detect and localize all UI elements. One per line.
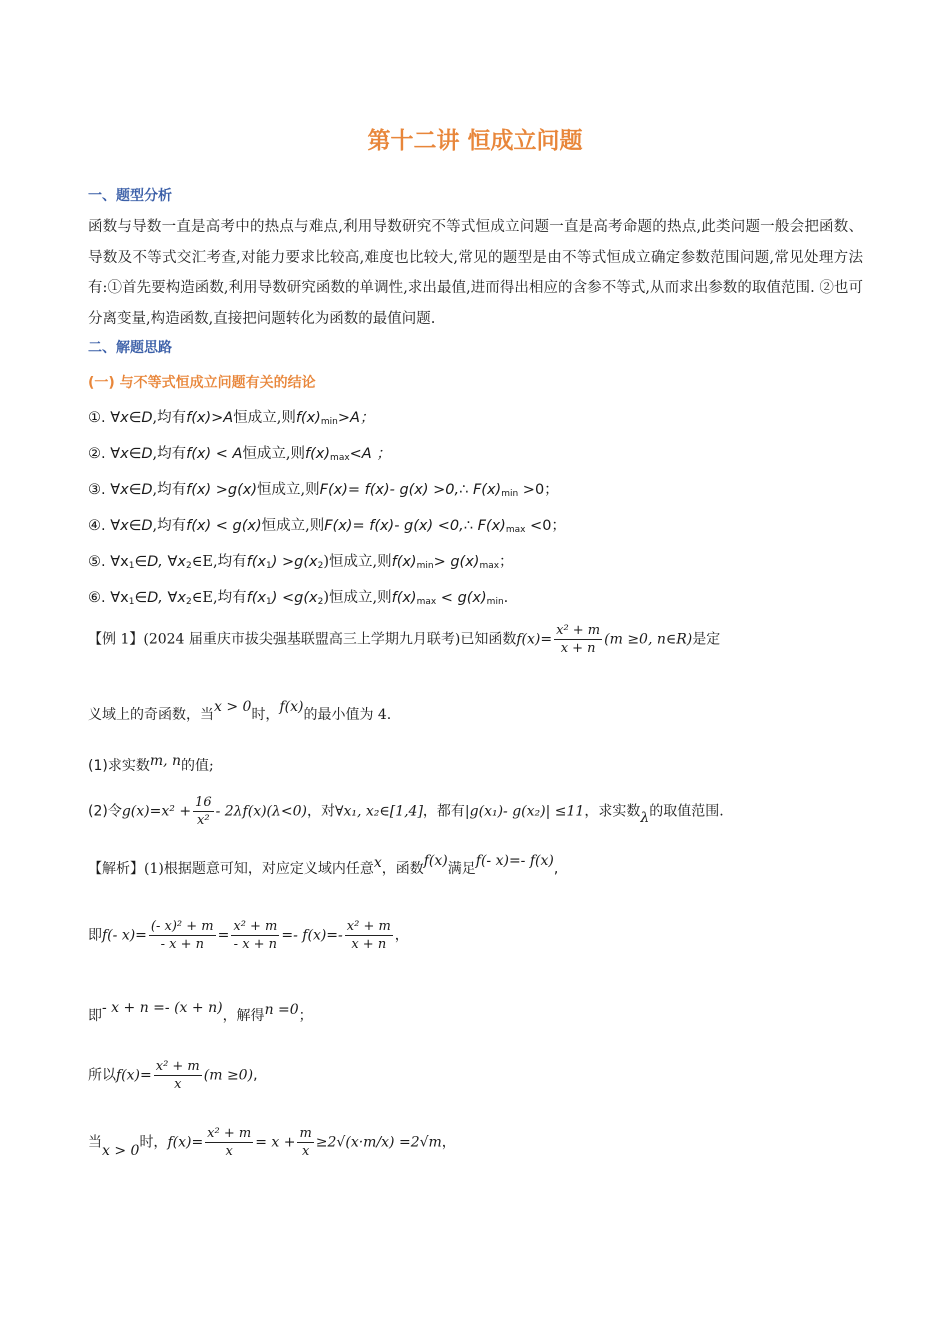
question-1: (1)求实数m, n的值; bbox=[88, 753, 214, 774]
analysis-paragraph: 函数与导数一直是高考中的热点与难点,利用导数研究不等式恒成立问题一直是高考命题的热点,此类问题一般会把函数、导数及不等式交汇考查,对能力要求比较高,难度也比较大,常见的题型是由不等式恒成立确定参数范围问题,常见处理方法有:①首先要构造函数,利用导数研究函数的单调性,求出最值,进而得出相应的含参不等式,从而求出参数的取值范围. ②也可分离变量,构造函数,直接把问题转化为函数的最值问题. bbox=[88, 219, 863, 327]
solution-line-2: 即f(- x)= $\frac{\text{(- x)² + m}}{- x + n}$ = $\frac{\text{x² + m}}{- x + n}$ =- f(x)=- $\frac{\text{x² + m}}{x + n}$ ， bbox=[88, 919, 409, 952]
conclusion-2: ②. ∀x∈D,均有f(x) < A恒成立,则$f(x)_{max}<A$ ； bbox=[88, 446, 391, 463]
solution-line-3: 即- x + n =- (x + n)，解得n =0； bbox=[88, 1000, 313, 1024]
conclusion-3: ③. ∀x∈D,均有f(x) >g(x)恒成立,则F(x)= f(x)- g(x) >0,∴ $F(x)_{min} >0$； bbox=[88, 482, 559, 499]
example-1-line-2: 义域上的奇函数，当x > 0时，f(x)的最小值为 4. bbox=[88, 699, 392, 723]
conclusion-5: ⑤. $\forall x_1\in D$, $\forall x_2\in E$,均有$f(x_1) >g(x_2)$恒成立,则$f(x)_{min}> g(x)_{max}$； bbox=[88, 554, 514, 571]
conclusion-6: ⑥. $\forall x_1\in D$, $\forall x_2\in E$,均有$f(x_1) <g(x_2)$恒成立,则$f(x)_{max} < g(x)_{min}$. bbox=[88, 590, 509, 607]
section-heading-approach: 二、解题思路 bbox=[88, 340, 172, 356]
subsection-heading-conclusions: (一) 与不等式恒成立问题有关的结论 bbox=[88, 375, 316, 391]
section-heading-analysis: 一、题型分析 bbox=[88, 188, 172, 204]
example-fraction: $\frac{\text{x² + m}}{x + n}$ bbox=[556, 623, 601, 656]
solution-line-5: 当x > 0时，f(x)= $\frac{\text{x² + m}}{x}$ = x + $\frac{m}{x}$ ≥2√(x·m/x) =2√m， bbox=[88, 1126, 456, 1159]
conclusion-4: ④. ∀x∈D,均有f(x) < g(x)恒成立,则F(x)= f(x)- g(x) <0,∴ $F(x)_{max} <0$； bbox=[88, 518, 566, 535]
example-1-statement: 【例 1】(2024 届重庆市拔尖强基联盟高三上学期九月联考)已知函数f(x)= $\frac{\text{x² + m}}{x + n}$ (m ≥0, n∈R)是定 bbox=[88, 623, 721, 656]
solution-line-1: 【解析】(1)根据题意可知，对应定义域内任意x，函数f(x)满足f(- x)=- f(x), bbox=[88, 853, 559, 877]
question-2: (2)令g(x)=x² + $\frac{16}{\text{x²}}$ - 2λf(x)(λ<0)，对∀x₁, x₂∈[1,4]，都有|g(x₁)- g(x₂)| ≤11，求实数λ的取值范围. bbox=[88, 795, 724, 828]
conclusion-1: ①. ∀x∈D,均有f(x)>A恒成立,则$f(x)_{min}>A$； bbox=[88, 410, 375, 427]
page-title: 第十二讲 恒成立问题 bbox=[367, 128, 583, 154]
solution-line-4: 所以f(x)= $\frac{\text{x² + m}}{x}$ (m ≥0), bbox=[88, 1059, 258, 1092]
